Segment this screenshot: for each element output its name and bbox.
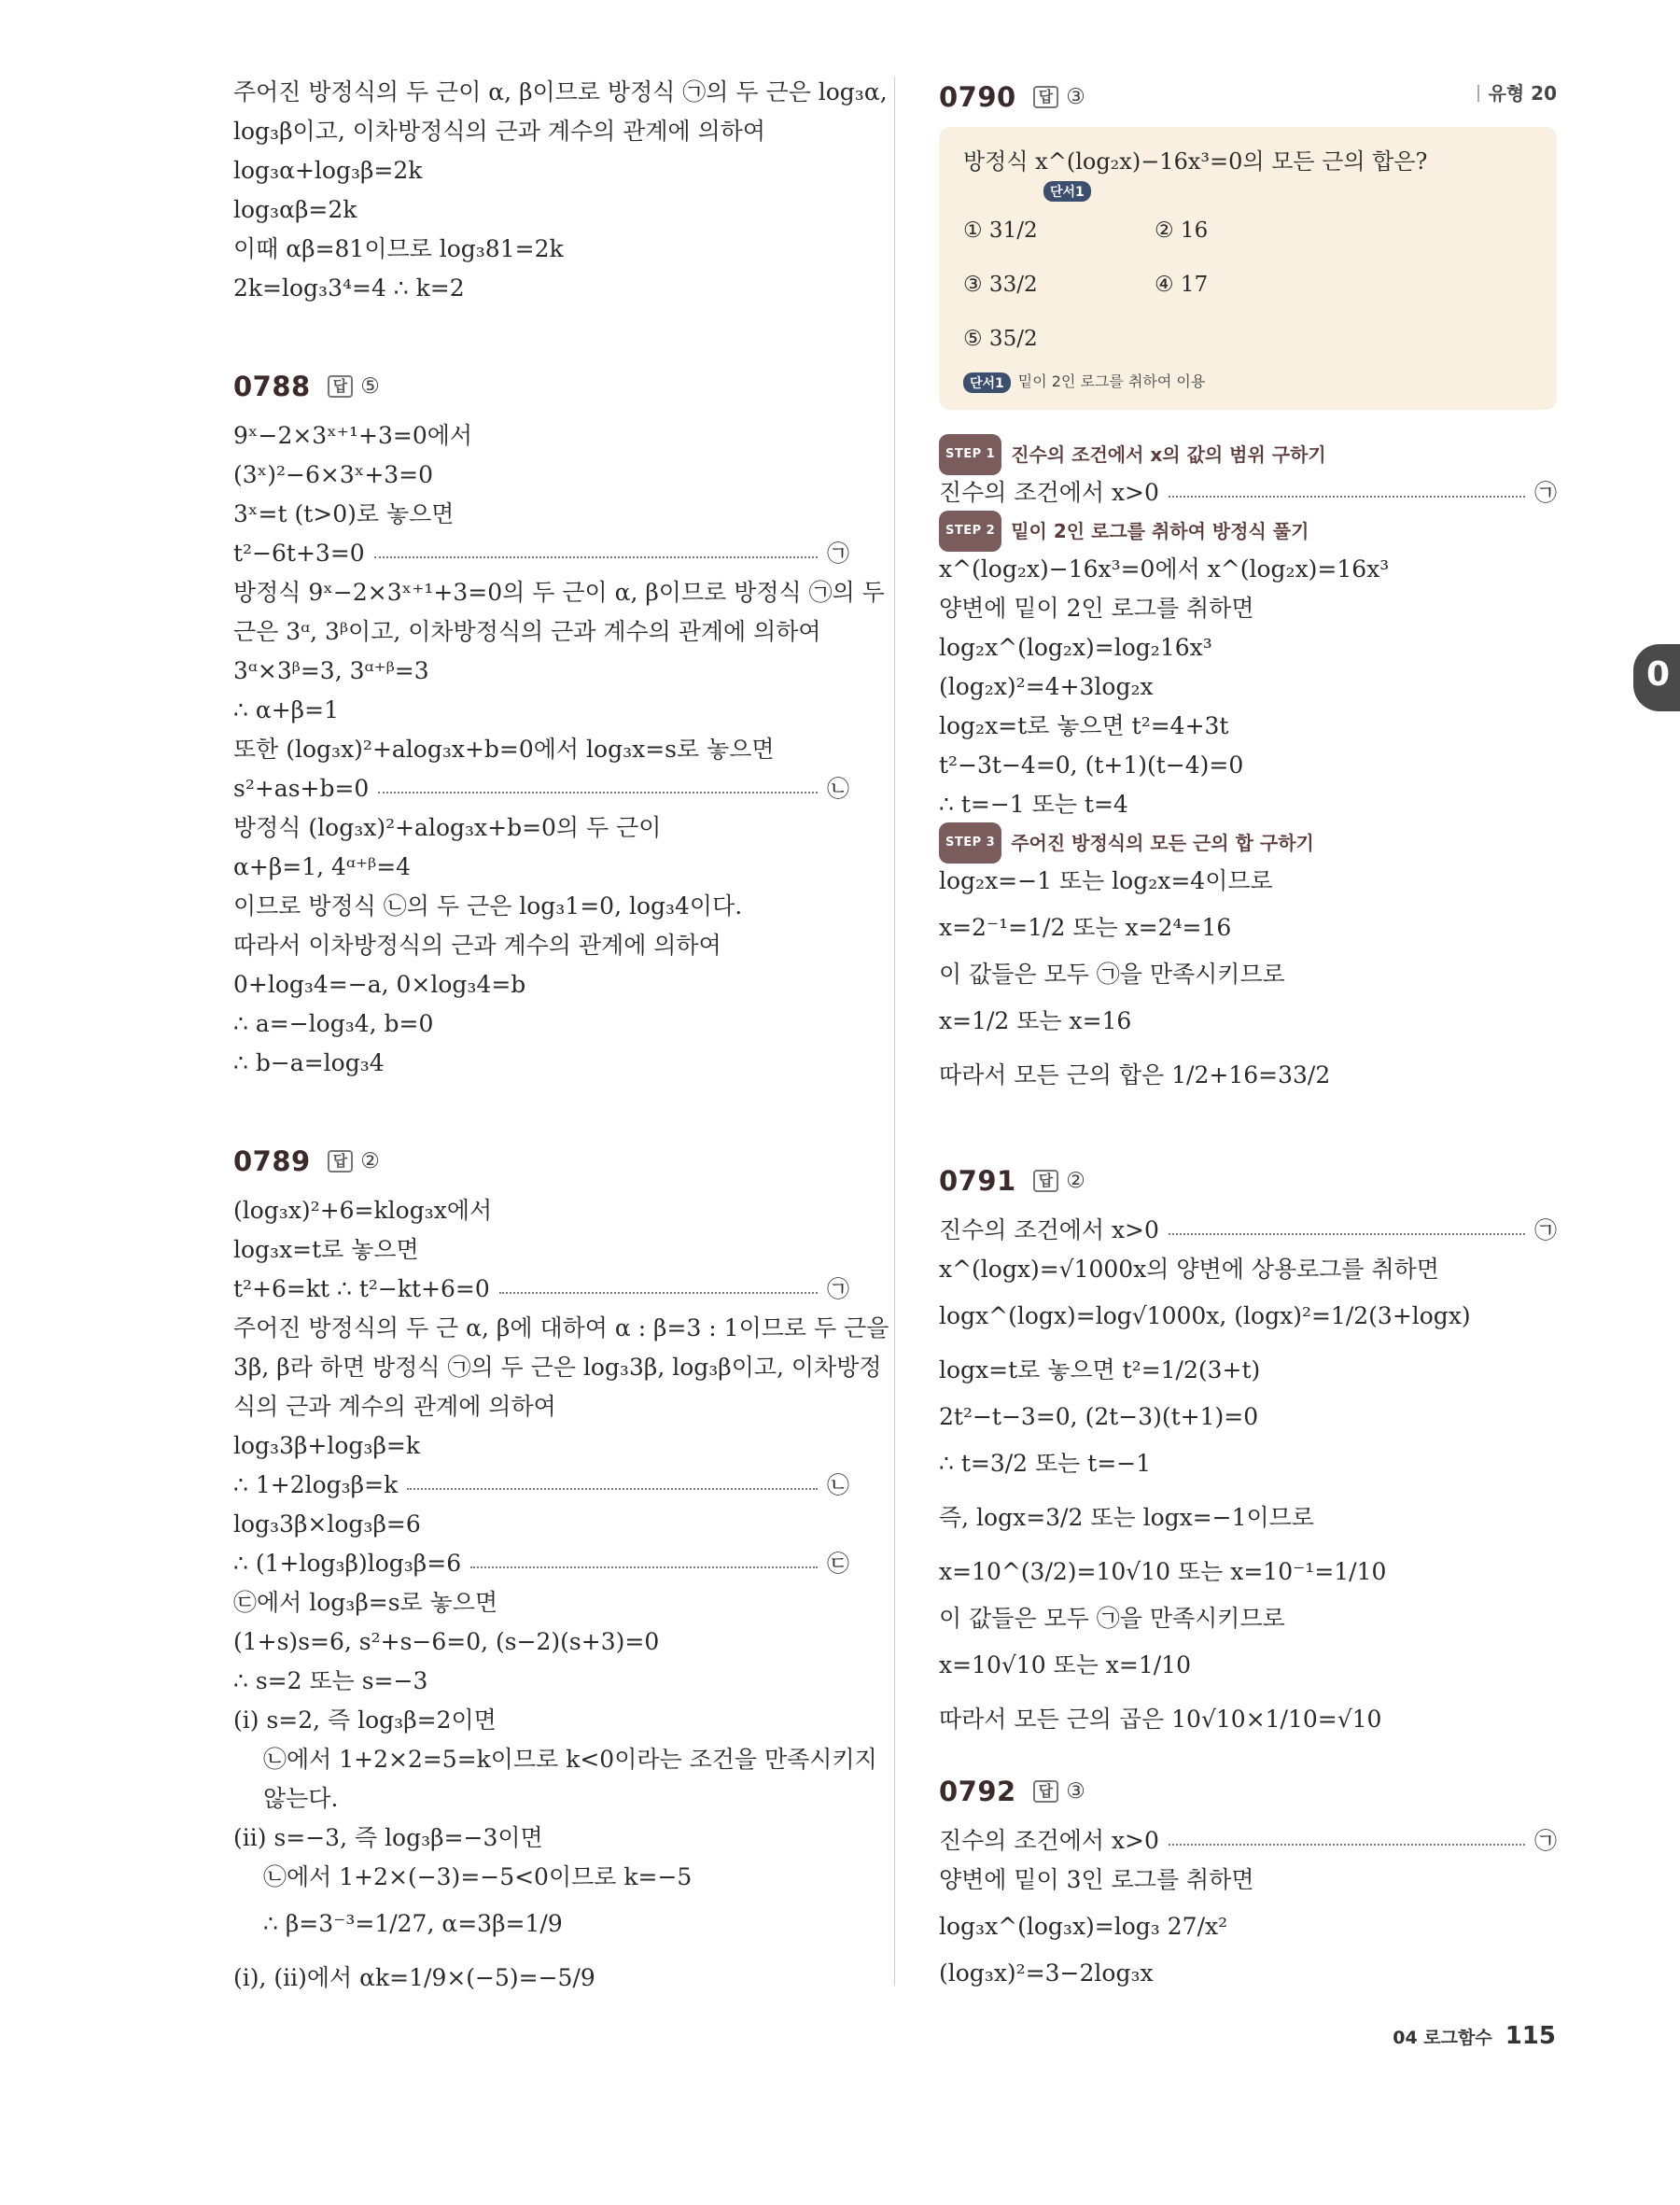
text-line: (3ˣ)²−6×3ˣ+3=0 (233, 461, 434, 488)
text-line: ㉢에서 log₃β=s로 놓으면 (233, 1589, 498, 1616)
equation-text: ∴ 1+2log₃β=k (233, 1471, 399, 1498)
problem-number: 0789 (233, 1145, 311, 1177)
text-line: (log₃x)²=3−2log₃x (939, 1959, 1154, 1987)
text-line: ∴ β=3⁻³=1/27, α=3β=1/9 (263, 1910, 563, 1937)
choice-item: ⑤ 35/2 (963, 327, 1038, 351)
text-line: 주어진 방정식의 두 근이 α, β이므로 방정식 ㉠의 두 근은 log₃α, (233, 78, 888, 105)
text-line: ∴ s=2 또는 s=−3 (233, 1667, 428, 1694)
text-line: 9ˣ−2×3ˣ⁺¹+3=0에서 (233, 422, 473, 449)
dotted-leader (1169, 1233, 1525, 1235)
text-line: 근은 3ᵅ, 3ᵝ이고, 이차방정식의 근과 계수의 관계에 의하여 (233, 618, 821, 645)
equation-marker: ㉡ (827, 776, 849, 802)
step-badge: STEP 1 (939, 434, 1001, 475)
topic-divider (1477, 85, 1479, 102)
problem-header (939, 1157, 1557, 1205)
equation-text: s²+as+b=0 (233, 775, 370, 802)
equation-marker: ㉠ (1534, 1216, 1557, 1243)
text-line: x=10^(3/2)=10√10 또는 x=10⁻¹=1/10 (939, 1557, 1387, 1585)
equation-marker: ㉢ (827, 1551, 849, 1577)
text-line: ∴ t=3/2 또는 t=−1 (939, 1449, 1152, 1477)
answer-tag: 답 (1033, 1780, 1058, 1803)
question-box (939, 127, 1557, 410)
problem-header (939, 73, 1557, 121)
text-line: x=2⁻¹=1/2 또는 x=2⁴=16 (939, 913, 1232, 941)
equation-marker: ㉠ (827, 541, 849, 567)
text-line: 2t²−t−3=0, (2t−3)(t+1)=0 (939, 1402, 1259, 1430)
step-title: 밑이 2인 로그를 취하여 방정식 풀기 (1011, 519, 1309, 542)
equation-text: 진수의 조건에서 x>0 (939, 1826, 1159, 1854)
text-line: log₃x^(log₃x)=log₃ 27/x² (939, 1912, 1228, 1940)
intro-block (233, 73, 888, 308)
answer-tag: 답 (328, 375, 353, 398)
hint-marker (963, 181, 1534, 204)
text-line: 3ˣ=t (t>0)로 놓으면 (233, 500, 455, 527)
choice-item: ④ 17 (1155, 273, 1209, 297)
text-line: 2k=log₃3⁴=4 ∴ k=2 (233, 274, 465, 302)
topic-text: 유형 20 (1488, 82, 1557, 105)
problem-number: 0791 (939, 1164, 1016, 1197)
equation-with-leader (233, 534, 849, 573)
equation-text: ∴ (1+log₃β)log₃β=6 (233, 1550, 462, 1577)
equation-text: 진수의 조건에서 x>0 (939, 478, 1159, 506)
text-line: ㉡에서 1+2×(−3)=−5<0이므로 k=−5 (263, 1863, 693, 1890)
page-number: 115 (1505, 2022, 1556, 2050)
text-line: 이 값들은 모두 ㉠을 만족시키므로 (939, 1604, 1285, 1632)
choice-item: ③ 33/2 (963, 273, 1038, 297)
step-title: 진수의 조건에서 x의 값의 범위 구하기 (1011, 442, 1326, 466)
chapter-side-tab (1633, 644, 1680, 711)
text-line: (log₂x)²=4+3log₂x (939, 672, 1154, 700)
equation-marker: ㉠ (1534, 1827, 1557, 1854)
problem-number: 0792 (939, 1775, 1016, 1807)
equation-with-leader (233, 1270, 849, 1309)
answer-value: ⑤ (360, 374, 380, 399)
text-line: ∴ α+β=1 (233, 696, 339, 723)
text-line: x=10√10 또는 x=1/10 (939, 1650, 1191, 1678)
dotted-leader (407, 1488, 818, 1490)
text-line: 이므로 방정식 ㉡의 두 근은 log₃1=0, log₃4이다. (233, 892, 743, 920)
problem-0789 (233, 1137, 889, 2005)
choice-item: ② 16 (1155, 218, 1209, 243)
equation-text: t²+6=kt ∴ t²−kt+6=0 (233, 1275, 490, 1302)
step-badge: STEP 2 (939, 511, 1001, 552)
step-heading (939, 513, 1557, 550)
text-line: t²−3t−4=0, (t+1)(t−4)=0 (939, 751, 1244, 779)
text-line: ㉡에서 1+2×2=5=k이므로 k<0이라는 조건을 만족시키지 (263, 1746, 877, 1773)
equation-with-leader (233, 1466, 849, 1505)
text-line: log₃x=t로 놓으면 (233, 1236, 419, 1263)
text-line: (1+s)s=6, s²+s−6=0, (s−2)(s+3)=0 (233, 1628, 660, 1655)
text-line: 3ᵅ×3ᵝ=3, 3ᵅ⁺ᵝ=3 (233, 657, 429, 684)
text-line: 따라서 이차방정식의 근과 계수의 관계에 의하여 (233, 932, 721, 959)
page-footer (1393, 2022, 1556, 2050)
text-line: 이 값들은 모두 ㉠을 만족시키므로 (939, 960, 1285, 988)
text-line: x^(logx)=√1000x의 양변에 상용로그를 취하면 (939, 1255, 1439, 1283)
text-line: ∴ t=−1 또는 t=4 (939, 790, 1128, 818)
side-tab-label: 0 (1646, 655, 1671, 694)
topic-label (1477, 78, 1557, 105)
answer-value: ③ (1066, 85, 1085, 109)
step-badge: STEP 3 (939, 822, 1001, 864)
answer-value: ② (360, 1149, 380, 1173)
problem-header (939, 1767, 1557, 1816)
text-line: x^(log₂x)−16x³=0에서 x^(log₂x)=16x³ (939, 555, 1390, 583)
equation-text: t²−6t+3=0 (233, 540, 365, 567)
text-line: log₂x=t로 놓으면 t²=4+3t (939, 711, 1229, 739)
text-line: 이때 αβ=81이므로 log₃81=2k (233, 235, 564, 262)
text-line: log₃3β×log₃β=6 (233, 1510, 421, 1538)
dotted-leader (1169, 496, 1525, 498)
equation-marker: ㉠ (827, 1276, 849, 1302)
dotted-leader (378, 792, 818, 794)
hint-text: 밑이 2인 로그를 취하여 이용 (1017, 372, 1206, 390)
equation-text: 진수의 조건에서 x>0 (939, 1215, 1159, 1243)
step-heading (939, 824, 1557, 862)
right-column (939, 73, 1557, 1993)
step-heading (939, 436, 1557, 473)
dotted-leader (374, 556, 818, 558)
hint-line (963, 370, 1534, 393)
equation-marker: ㉠ (1534, 479, 1557, 506)
text-line: log₃α+log₃β=2k (233, 157, 423, 184)
text-line: 주어진 방정식의 두 근 α, β에 대하여 α : β=3 : 1이므로 두 근을 (233, 1314, 889, 1341)
text-line: (log₃x)²+6=klog₃x에서 (233, 1197, 493, 1224)
equation-with-leader (233, 769, 849, 808)
problem-number: 0790 (939, 81, 1016, 113)
text-line: 또한 (log₃x)²+alog₃x+b=0에서 log₃x=s로 놓으면 (233, 736, 775, 763)
hint-tag: 단서1 (1043, 181, 1091, 202)
text-line: 양변에 밑이 3인 로그를 취하면 (939, 1865, 1254, 1893)
text-line: log₃αβ=2k (233, 196, 357, 223)
text-line: logx^(logx)=log√1000x, (logx)²=1/2(3+logx) (939, 1301, 1471, 1329)
text-line: ∴ a=−log₃4, b=0 (233, 1010, 434, 1037)
dotted-leader (1169, 1844, 1525, 1846)
text-line: ∴ b−a=log₃4 (233, 1049, 385, 1076)
equation-marker: ㉡ (827, 1472, 849, 1498)
choice-list (963, 204, 1534, 366)
problem-0788 (233, 362, 885, 1083)
text-line: (ⅰ) s=2, 즉 log₃β=2이면 (233, 1706, 497, 1734)
problem-0792 (939, 1767, 1557, 1993)
hint-tag: 단서1 (963, 372, 1011, 393)
text-line: (ⅰ), (ⅱ)에서 αk=1/9×(−5)=−5/9 (233, 1964, 595, 1991)
problem-header (233, 362, 849, 411)
choice-item: ① 31/2 (963, 218, 1038, 243)
dotted-leader (499, 1292, 818, 1294)
left-column (233, 73, 889, 2005)
text-line: (ⅱ) s=−3, 즉 log₃β=−3이면 (233, 1824, 543, 1851)
problem-0791 (939, 1157, 1557, 1747)
problem-header (233, 1137, 849, 1186)
equation-with-leader (939, 473, 1557, 513)
answer-tag: 답 (328, 1150, 353, 1173)
text-line: 3β, β라 하면 방정식 ㉠의 두 근은 log₃3β, log₃β이고, 이차방정 (233, 1354, 882, 1381)
answer-value: ③ (1066, 1778, 1085, 1804)
column-divider (894, 77, 895, 1986)
text-line: 0+log₃4=−a, 0×log₃4=b (233, 971, 526, 998)
problem-0790 (939, 73, 1557, 1102)
text-line: log₃β이고, 이차방정식의 근과 계수의 관계에 의하여 (233, 118, 766, 145)
text-line: x=1/2 또는 x=16 (939, 1006, 1132, 1034)
text-line: 않는다. (263, 1785, 339, 1812)
question-text: 방정식 x^(log₂x)−16x³=0의 모든 근의 합은? (963, 148, 1428, 175)
text-line: 양변에 밑이 2인 로그를 취하면 (939, 594, 1254, 622)
equation-with-leader (939, 1211, 1557, 1250)
text-line: 따라서 모든 근의 합은 1/2+16=33/2 (939, 1060, 1331, 1088)
step-title: 주어진 방정식의 모든 근의 합 구하기 (1011, 831, 1314, 854)
dotted-leader (470, 1566, 818, 1568)
text-line: 방정식 9ˣ−2×3ˣ⁺¹+3=0의 두 근이 α, β이므로 방정식 ㉠의 두 (233, 579, 885, 606)
text-line: log₂x^(log₂x)=log₂16x³ (939, 633, 1212, 661)
text-line: 즉, logx=3/2 또는 logx=−1이므로 (939, 1503, 1314, 1531)
problem-number: 0788 (233, 371, 311, 402)
text-line: 방정식 (log₃x)²+alog₃x+b=0의 두 근이 (233, 814, 662, 841)
answer-tag: 답 (1033, 86, 1058, 108)
text-line: 식의 근과 계수의 관계에 의하여 (233, 1393, 556, 1420)
equation-with-leader (233, 1544, 849, 1583)
answer-value: ② (1066, 1168, 1085, 1193)
chapter-label: 04 로그함수 (1393, 2028, 1492, 2048)
answer-tag: 답 (1033, 1170, 1058, 1192)
text-line: log₃3β+log₃β=k (233, 1432, 420, 1459)
text-line: 따라서 모든 근의 곱은 10√10×1/10=√10 (939, 1705, 1382, 1733)
text-line: logx=t로 놓으면 t²=1/2(3+t) (939, 1355, 1261, 1383)
equation-with-leader (939, 1821, 1557, 1861)
text-line: log₂x=−1 또는 log₂x=4이므로 (939, 866, 1273, 894)
text-line: α+β=1, 4ᵅ⁺ᵝ=4 (233, 853, 412, 880)
